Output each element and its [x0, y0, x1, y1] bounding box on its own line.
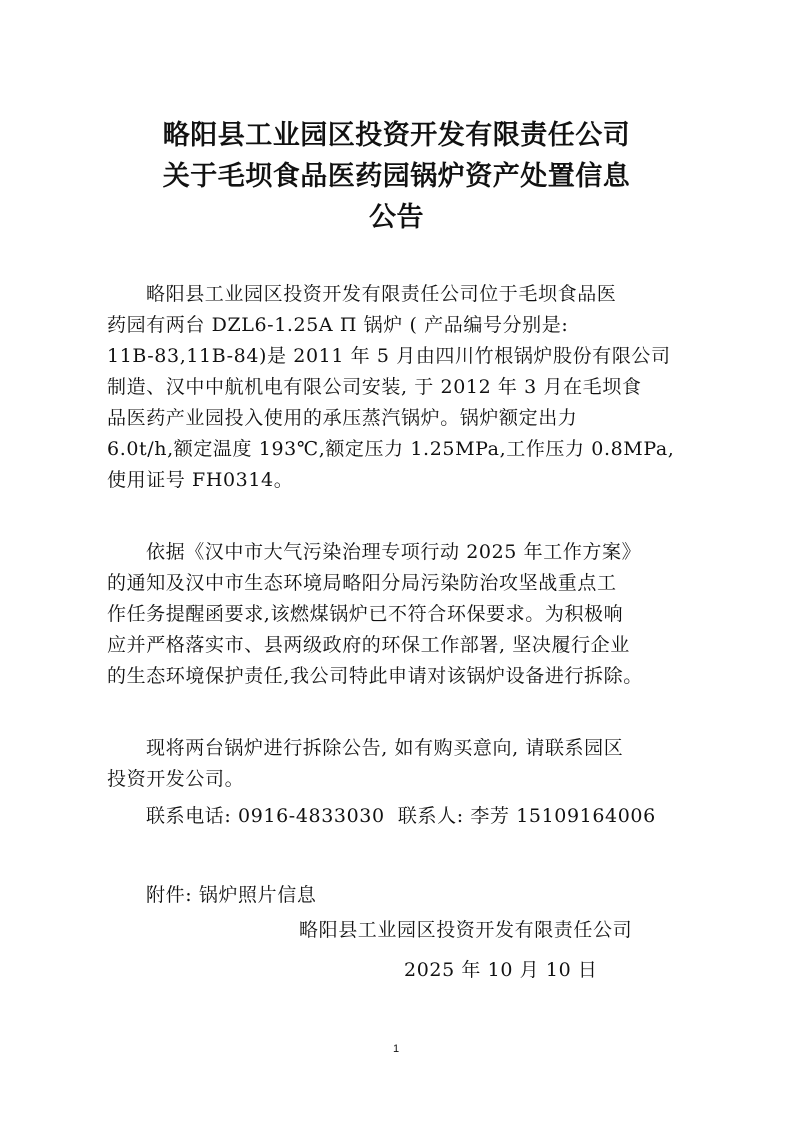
attachment-note: 附件: 锅炉照片信息	[146, 884, 317, 906]
contact-line: 联系电话: 0916-4833030 联系人: 李芳 15109164006	[146, 805, 656, 827]
paragraph-line: 应并严格落实市、县两级政府的环保工作部署, 坚决履行企业	[107, 634, 630, 656]
signature-company: 略阳县工业园区投资开发有限责任公司	[299, 919, 633, 941]
signature-date: 2025 年 10 月 10 日	[404, 959, 598, 981]
title-line-3: 公告	[369, 202, 424, 233]
paragraph-line: 品医药产业园投入使用的承压蒸汽锅炉。锅炉额定出力	[107, 407, 578, 429]
paragraph-line: 现将两台锅炉进行拆除公告, 如有购买意向, 请联系园区	[146, 737, 624, 759]
paragraph-line: 的生态环境保护责任,我公司特此申请对该锅炉设备进行拆除。	[107, 665, 643, 687]
paragraph-line: 11B-83,11B-84)是 2011 年 5 月由四川竹根锅炉股份有限公司	[107, 345, 671, 367]
paragraph-line: 使用证号 FH0314。	[107, 469, 294, 491]
paragraph-line: 作任务提醒函要求,该燃煤锅炉已不符合环保要求。为积极响	[107, 603, 624, 625]
paragraph-line: 制造、汉中中航机电有限公司安装, 于 2012 年 3 月在毛坝食	[107, 376, 642, 398]
paragraph-line: 略阳县工业园区投资开发有限责任公司位于毛坝食品医	[146, 283, 617, 305]
paragraph-line: 投资开发公司。	[107, 768, 245, 790]
paragraph-line: 6.0t/h,额定温度 193℃,额定压力 1.25MPa,工作压力 0.8MPa,	[107, 438, 675, 460]
paragraph-line: 的通知及汉中市生态环境局略阳分局污染防治攻坚战重点工	[107, 572, 617, 594]
title-line-1: 略阳县工业园区投资开发有限责任公司	[162, 120, 631, 151]
contact-info	[107, 801, 687, 832]
page-number: 1	[392, 1043, 400, 1055]
paragraph-line: 依据《汉中市大气污染治理专项行动 2025 年工作方案》	[146, 541, 642, 563]
paragraph-boiler-description	[107, 279, 687, 496]
paragraph-basis	[107, 537, 687, 692]
paragraph-announcement	[107, 733, 687, 795]
paragraph-line: 药园有两台 DZL6-1.25A Π 锅炉 ( 产品编号分别是:	[107, 314, 569, 336]
title-line-2: 关于毛坝食品医药园锅炉资产处置信息	[162, 161, 631, 192]
